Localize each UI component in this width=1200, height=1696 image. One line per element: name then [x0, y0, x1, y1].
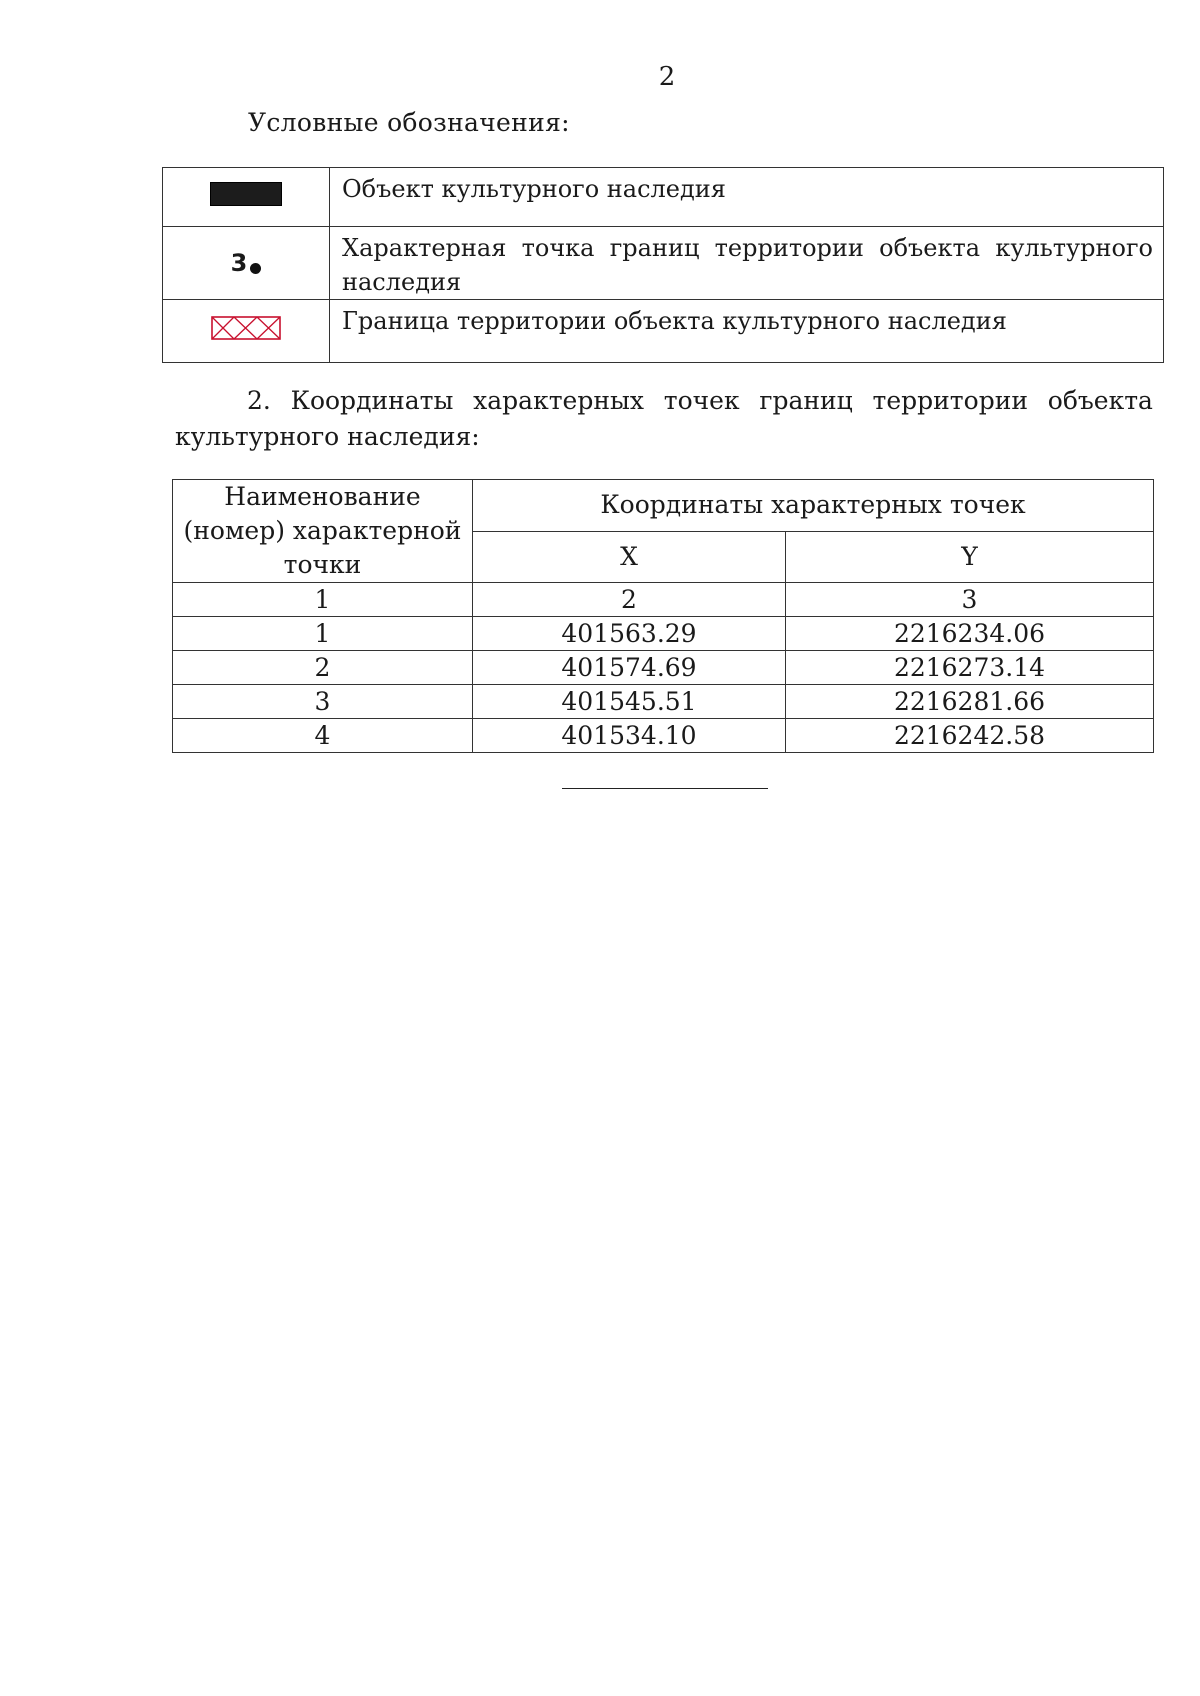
legend-label: Характерная точка границ территории объекта культурного наследия: [330, 227, 1164, 300]
header-y: Y: [786, 531, 1154, 583]
legend-row: [163, 300, 1164, 363]
table-header-row: [173, 480, 1154, 532]
cell-y: 2216281.66: [786, 685, 1154, 719]
cell-x: 401563.29: [473, 617, 786, 651]
column-number: 2: [473, 583, 786, 617]
section-word: территории: [872, 386, 1029, 415]
header-x: X: [473, 531, 786, 583]
legend-symbol-cell: [163, 227, 330, 300]
legend-symbol-cell: [163, 300, 330, 363]
cell-point: 4: [173, 719, 473, 753]
section-line-1: [175, 383, 1153, 419]
page-number: 2: [658, 62, 676, 92]
legend-label: Объект культурного наследия: [330, 168, 1164, 227]
red-hatch-boundary-icon: [211, 316, 281, 340]
cell-y: 2216273.14: [786, 651, 1154, 685]
column-number: 3: [786, 583, 1154, 617]
cell-y: 2216242.58: [786, 719, 1154, 753]
section-line-2: культурного наследия:: [175, 422, 480, 451]
section-word: характерных: [473, 386, 644, 415]
cell-point: 1: [173, 617, 473, 651]
cell-y: 2216234.06: [786, 617, 1154, 651]
legend-symbol-cell: [163, 168, 330, 227]
table-row: [173, 719, 1154, 753]
cell-x: 401574.69: [473, 651, 786, 685]
cell-point: 3: [173, 685, 473, 719]
black-rectangle-icon: [210, 182, 282, 206]
cell-point: 2: [173, 651, 473, 685]
table-row: [173, 651, 1154, 685]
column-number: 1: [173, 583, 473, 617]
legend-row: [163, 168, 1164, 227]
cell-x: 401545.51: [473, 685, 786, 719]
legend-heading: Условные обозначения:: [248, 108, 570, 137]
end-of-document-rule: [562, 788, 768, 789]
header-point-name: Наименование (номер) характерной точки: [173, 480, 473, 583]
section-number: 2.: [247, 386, 271, 415]
point-dot-icon: [250, 263, 261, 274]
coordinates-table: [172, 479, 1154, 753]
cell-x: 401534.10: [473, 719, 786, 753]
legend-label: Граница территории объекта культурного наследия: [330, 300, 1164, 363]
point-marker-icon: [231, 249, 262, 277]
legend-table: [162, 167, 1164, 363]
point-marker-number: 3: [230, 249, 248, 277]
table-numbering-row: [173, 583, 1154, 617]
header-coordinates: Координаты характерных точек: [473, 480, 1154, 532]
section-word: объекта: [1047, 386, 1153, 415]
legend-row: [163, 227, 1164, 300]
section-paragraph: [175, 383, 1153, 455]
section-word: Координаты: [290, 386, 454, 415]
section-word: точек: [663, 386, 740, 415]
section-word: границ: [759, 386, 853, 415]
table-row: [173, 685, 1154, 719]
table-row: [173, 617, 1154, 651]
